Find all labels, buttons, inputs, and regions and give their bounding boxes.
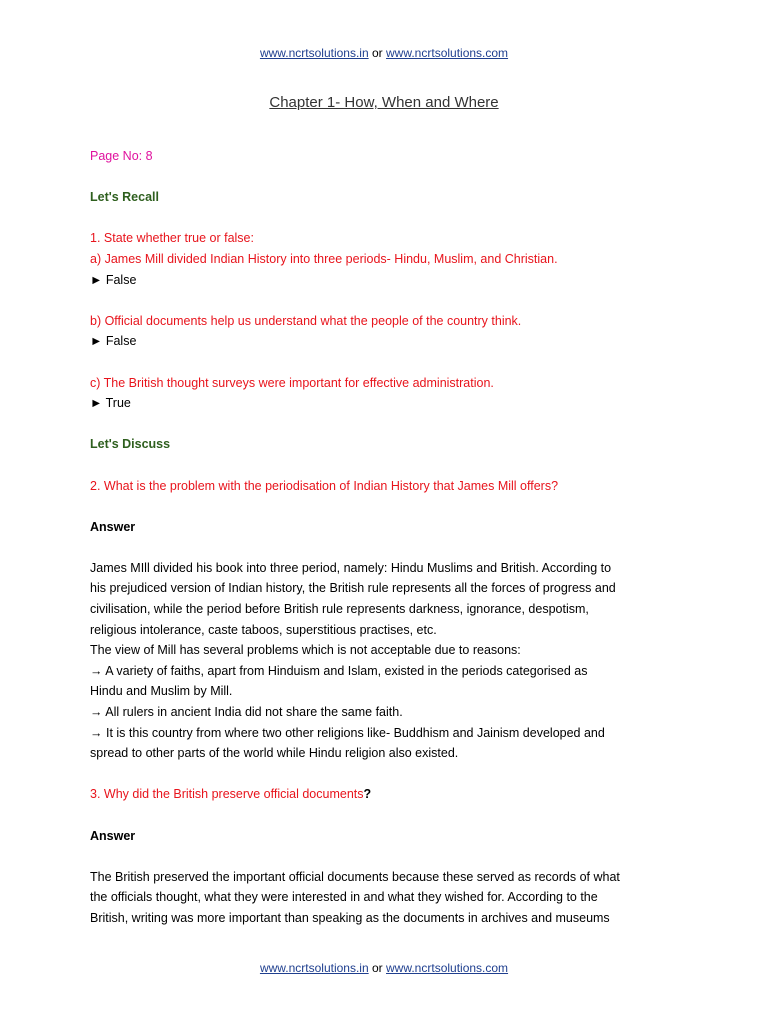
question-2: 2. What is the problem with the periodisation of Indian History that James Mill offers? xyxy=(90,478,559,493)
answer-2-line: his prejudiced version of Indian history, the British rule represents all the forces of progress and xyxy=(90,581,616,596)
header-or: or xyxy=(372,46,383,60)
answer-3-line: the officials thought, what they were interested in and what they wished for. According to the xyxy=(90,890,598,905)
answer-2-line: → A variety of faiths, apart from Hinduism and Islam, existed in the periods categorised as xyxy=(90,663,588,678)
answer-2-line: civilisation, while the period before British rule represents darkness, ignorance, despotism, xyxy=(90,602,589,617)
question-1a: a) James Mill divided Indian History into three periods- Hindu, Muslim, and Christian. xyxy=(90,251,558,266)
header-link-in[interactable]: www.ncrtsolutions.in xyxy=(259,46,369,60)
section-heading-recall: Let's Recall xyxy=(90,190,159,205)
footer-link-com[interactable]: www.ncrtsolutions.com xyxy=(386,961,509,975)
question-1c: c) The British thought surveys were important for effective administration. xyxy=(90,375,494,390)
footer-or: or xyxy=(372,961,383,975)
answer-2-line: spread to other parts of the world while Hindu religion also existed. xyxy=(90,746,459,761)
answer-2-line: James MIll divided his book into three period, namely: Hindu Muslims and British. According to xyxy=(90,560,612,575)
question-3-mark: ? xyxy=(363,787,372,802)
footer-link-in[interactable]: www.ncrtsolutions.in xyxy=(259,961,369,975)
answer-1a: ► False xyxy=(90,272,137,287)
answer-2-line: → All rulers in ancient India did not share the same faith. xyxy=(90,705,403,720)
question-1b: b) Official documents help us understand what the people of the country think. xyxy=(90,313,522,328)
answer-label-3: Answer xyxy=(90,828,136,843)
answer-2-line: religious intolerance, caste taboos, superstitious practises, etc. xyxy=(90,622,437,637)
question-1: 1. State whether true or false: xyxy=(90,231,254,246)
answer-2-line: The view of Mill has several problems which is not acceptable due to reasons: xyxy=(90,643,521,658)
answer-3-line: British, writing was more important than speaking as the documents in archives and museums xyxy=(90,910,610,925)
page-footer xyxy=(0,961,768,975)
question-3-text: 3. Why did the British preserve official documents xyxy=(90,787,364,802)
answer-2-line: → It is this country from where two other religions like- Buddhism and Jainism developed and xyxy=(90,725,605,740)
answer-2-line: Hindu and Muslim by Mill. xyxy=(90,684,233,699)
page-number: Page No: 8 xyxy=(90,149,153,163)
section-heading-discuss: Let's Discuss xyxy=(90,437,171,452)
answer-1b: ► False xyxy=(90,334,137,349)
document-body xyxy=(90,146,690,929)
answer-label-2: Answer xyxy=(90,519,136,534)
page-header xyxy=(0,46,768,60)
header-link-com[interactable]: www.ncrtsolutions.com xyxy=(386,46,509,60)
question-3 xyxy=(90,784,690,805)
answer-1c: ► True xyxy=(90,396,131,411)
chapter-title-text: Chapter 1- How, When and Where xyxy=(269,94,499,111)
answer-3-line: The British preserved the important official documents because these served as records of what xyxy=(90,869,620,884)
chapter-title xyxy=(0,94,768,111)
